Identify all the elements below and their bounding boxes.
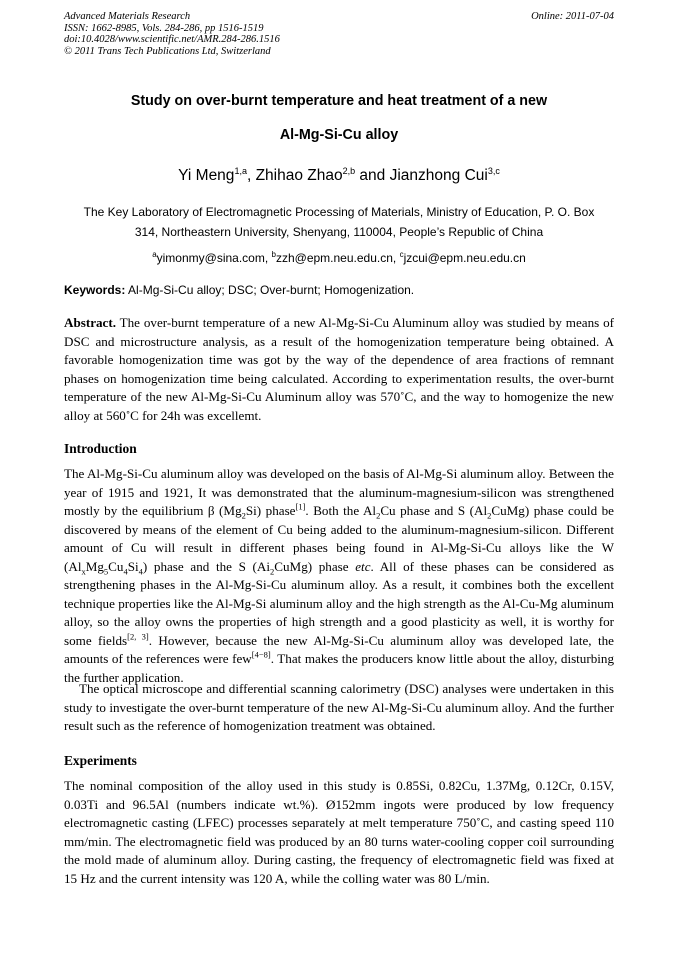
- subscript: 2: [376, 510, 381, 521]
- text: ) phase and the S (Ai: [142, 558, 271, 574]
- text: CuMg) phase: [274, 558, 356, 574]
- author-2: Zhihao Zhao: [255, 167, 343, 185]
- subscript: 4: [138, 566, 143, 577]
- affiliation-line-1: The Key Laboratory of Electromagnetic Processing of Materials, Ministry of Education, P. O. Box: [83, 205, 595, 219]
- text: . Both the Al: [305, 503, 377, 518]
- author-3-affil: 3,c: [487, 166, 500, 176]
- text: Si) phase: [245, 503, 296, 518]
- abstract-text: The over-burnt temperature of a new Al-Mg-Si-Cu Aluminum alloy was studied by means of DSC and microstructure analysis, as a result of the homogenization temperature being obtained. A favorable homogenization time was got by the way of the dependence of area fractions of remnant phases on homogenization time being calculated. According to experimentation results, the over-burnt temperature of the new Al-Mg-Si-Cu Aluminum alloy was 570˚C, and the way to homogenize the new alloy at 560˚C for 24h was excellemt.: [64, 315, 614, 423]
- citation: [2, 3]: [127, 631, 149, 642]
- text: Cu: [108, 558, 124, 574]
- text: Si: [127, 558, 139, 574]
- text: . That makes the producers know little about the alloy, disturbing the further application.: [64, 651, 614, 685]
- subscript: x: [81, 566, 86, 577]
- abstract: [64, 314, 614, 425]
- author-2-affil: 2,b: [342, 166, 356, 176]
- citation: [4−8]: [251, 649, 271, 660]
- author-separator: and: [355, 167, 390, 185]
- email-b: zzh@epm.neu.edu.cn,: [275, 251, 400, 265]
- journal-name: Advanced Materials Research: [64, 11, 191, 22]
- author-1-affil: 1,a: [234, 166, 247, 176]
- paper-title-line-2: Al-Mg-Si-Cu alloy: [279, 127, 399, 143]
- email-c-marker: c: [399, 250, 404, 259]
- author-1: Yi Meng: [178, 167, 235, 185]
- text: CuMg) phase could be discovered by means of the element of Cu being added to the aluminum-magnesium-silicon. Different amount of Cu will result in different phases being found in Al-Mg-Si-Cu alloys like the W (Al: [64, 503, 614, 574]
- email-line: [64, 245, 614, 268]
- issn-line: ISSN: 1662-8985, Vols. 284-286, pp 1516-1519: [64, 22, 264, 34]
- online-date: Online: 2011-07-04: [531, 11, 614, 22]
- email-a: yimonmy@sina.com,: [156, 251, 272, 265]
- email-c: jzcui@epm.neu.edu.cn: [403, 251, 526, 265]
- email-b-marker: b: [271, 250, 276, 259]
- author-3: Jianzhong Cui: [389, 167, 488, 185]
- introduction-paragraph-2: The optical microscope and differential scanning calorimetry (DSC) analyses were undertaken in this study to investigate the over-burnt temperature of the new Al-Mg-Si-Cu aluminum alloy. And the further result such as the reference of homogenization treatment was obtained.: [64, 681, 614, 733]
- keywords: [64, 283, 414, 297]
- author-separator: ,: [246, 167, 256, 185]
- text: . However, because the new Al-Mg-Si-Cu aluminum alloy was developed late, the amounts of the references were few: [64, 632, 614, 666]
- copyright-line: © 2011 Trans Tech Publications Ltd, Switzerland: [64, 45, 271, 57]
- email-a-marker: a: [152, 250, 157, 259]
- subscript: 2: [270, 566, 275, 577]
- subscript: 4: [123, 566, 128, 577]
- keywords-label: Keywords:: [64, 283, 126, 297]
- introduction-paragraph-1: [64, 465, 614, 687]
- subscript: 2: [487, 510, 492, 521]
- author-list: [64, 166, 614, 185]
- subscript: 2: [241, 510, 246, 521]
- text: Cu phase and S (Al: [380, 503, 488, 518]
- paper-title-line-1: Study on over-burnt temperature and heat treatment of a new: [130, 93, 548, 109]
- journal-header: [64, 11, 280, 57]
- subscript: 5: [103, 566, 109, 577]
- affiliation: [64, 202, 614, 242]
- affiliation-line-2: 314, Northeastern University, Shenyang, 110004, People’s Republic of China: [134, 225, 544, 239]
- introduction-heading: Introduction: [64, 441, 137, 456]
- experiments-paragraph: The nominal composition of the alloy used in this study is 0.85Si, 0.82Cu, 1.37Mg, 0.12Cr, 0.15V, 0.03Ti and 96.5Al (numbers indicate wt.%). Ø152mm ingots were produced by low frequency electromagnetic casting (LFEC) processes separately at melt temperature 750˚C, and casting speed 110 mm/min. The electromagnetic field was produced by an 80 turns water-cooling copper coil surrounding the mold made of aluminum alloy. During casting, the frequency of electromagnetic field was fixed at 15 Hz and the current intensity was 120 A, while the colling water was 80 L/min.: [64, 778, 614, 886]
- text: The Al-Mg-Si-Cu aluminum alloy was developed on the basis of Al-Mg-Si aluminum alloy. Between the year of 1915 and 1921, It was demonstrated that the aluminum-magnesium-silicon was strengthened mostly by the equilibrium β (Mg: [64, 466, 614, 518]
- text: Mg: [85, 558, 104, 574]
- text: . All of these phases can be considered as strengthening phases in the Al-Mg-Si-Cu aluminum alloy. As a result, it combines both the excellent technique properties like the Al-Mg-Si aluminum alloy and the high strength as the Al-Cu-Mg aluminum alloy, so the alloy owns the properties of high strength and a good plasticity as well, it is worthy for some fields: [64, 558, 614, 648]
- doi-line: doi:10.4028/www.scientific.net/AMR.284-286.1516: [64, 34, 280, 45]
- italic-text: etc: [355, 558, 371, 574]
- experiments-heading: Experiments: [64, 753, 137, 768]
- keywords-text: Al-Mg-Si-Cu alloy; DSC; Over-burnt; Homogenization.: [125, 283, 415, 297]
- citation: [1]: [295, 501, 306, 512]
- abstract-label: Abstract.: [64, 315, 116, 330]
